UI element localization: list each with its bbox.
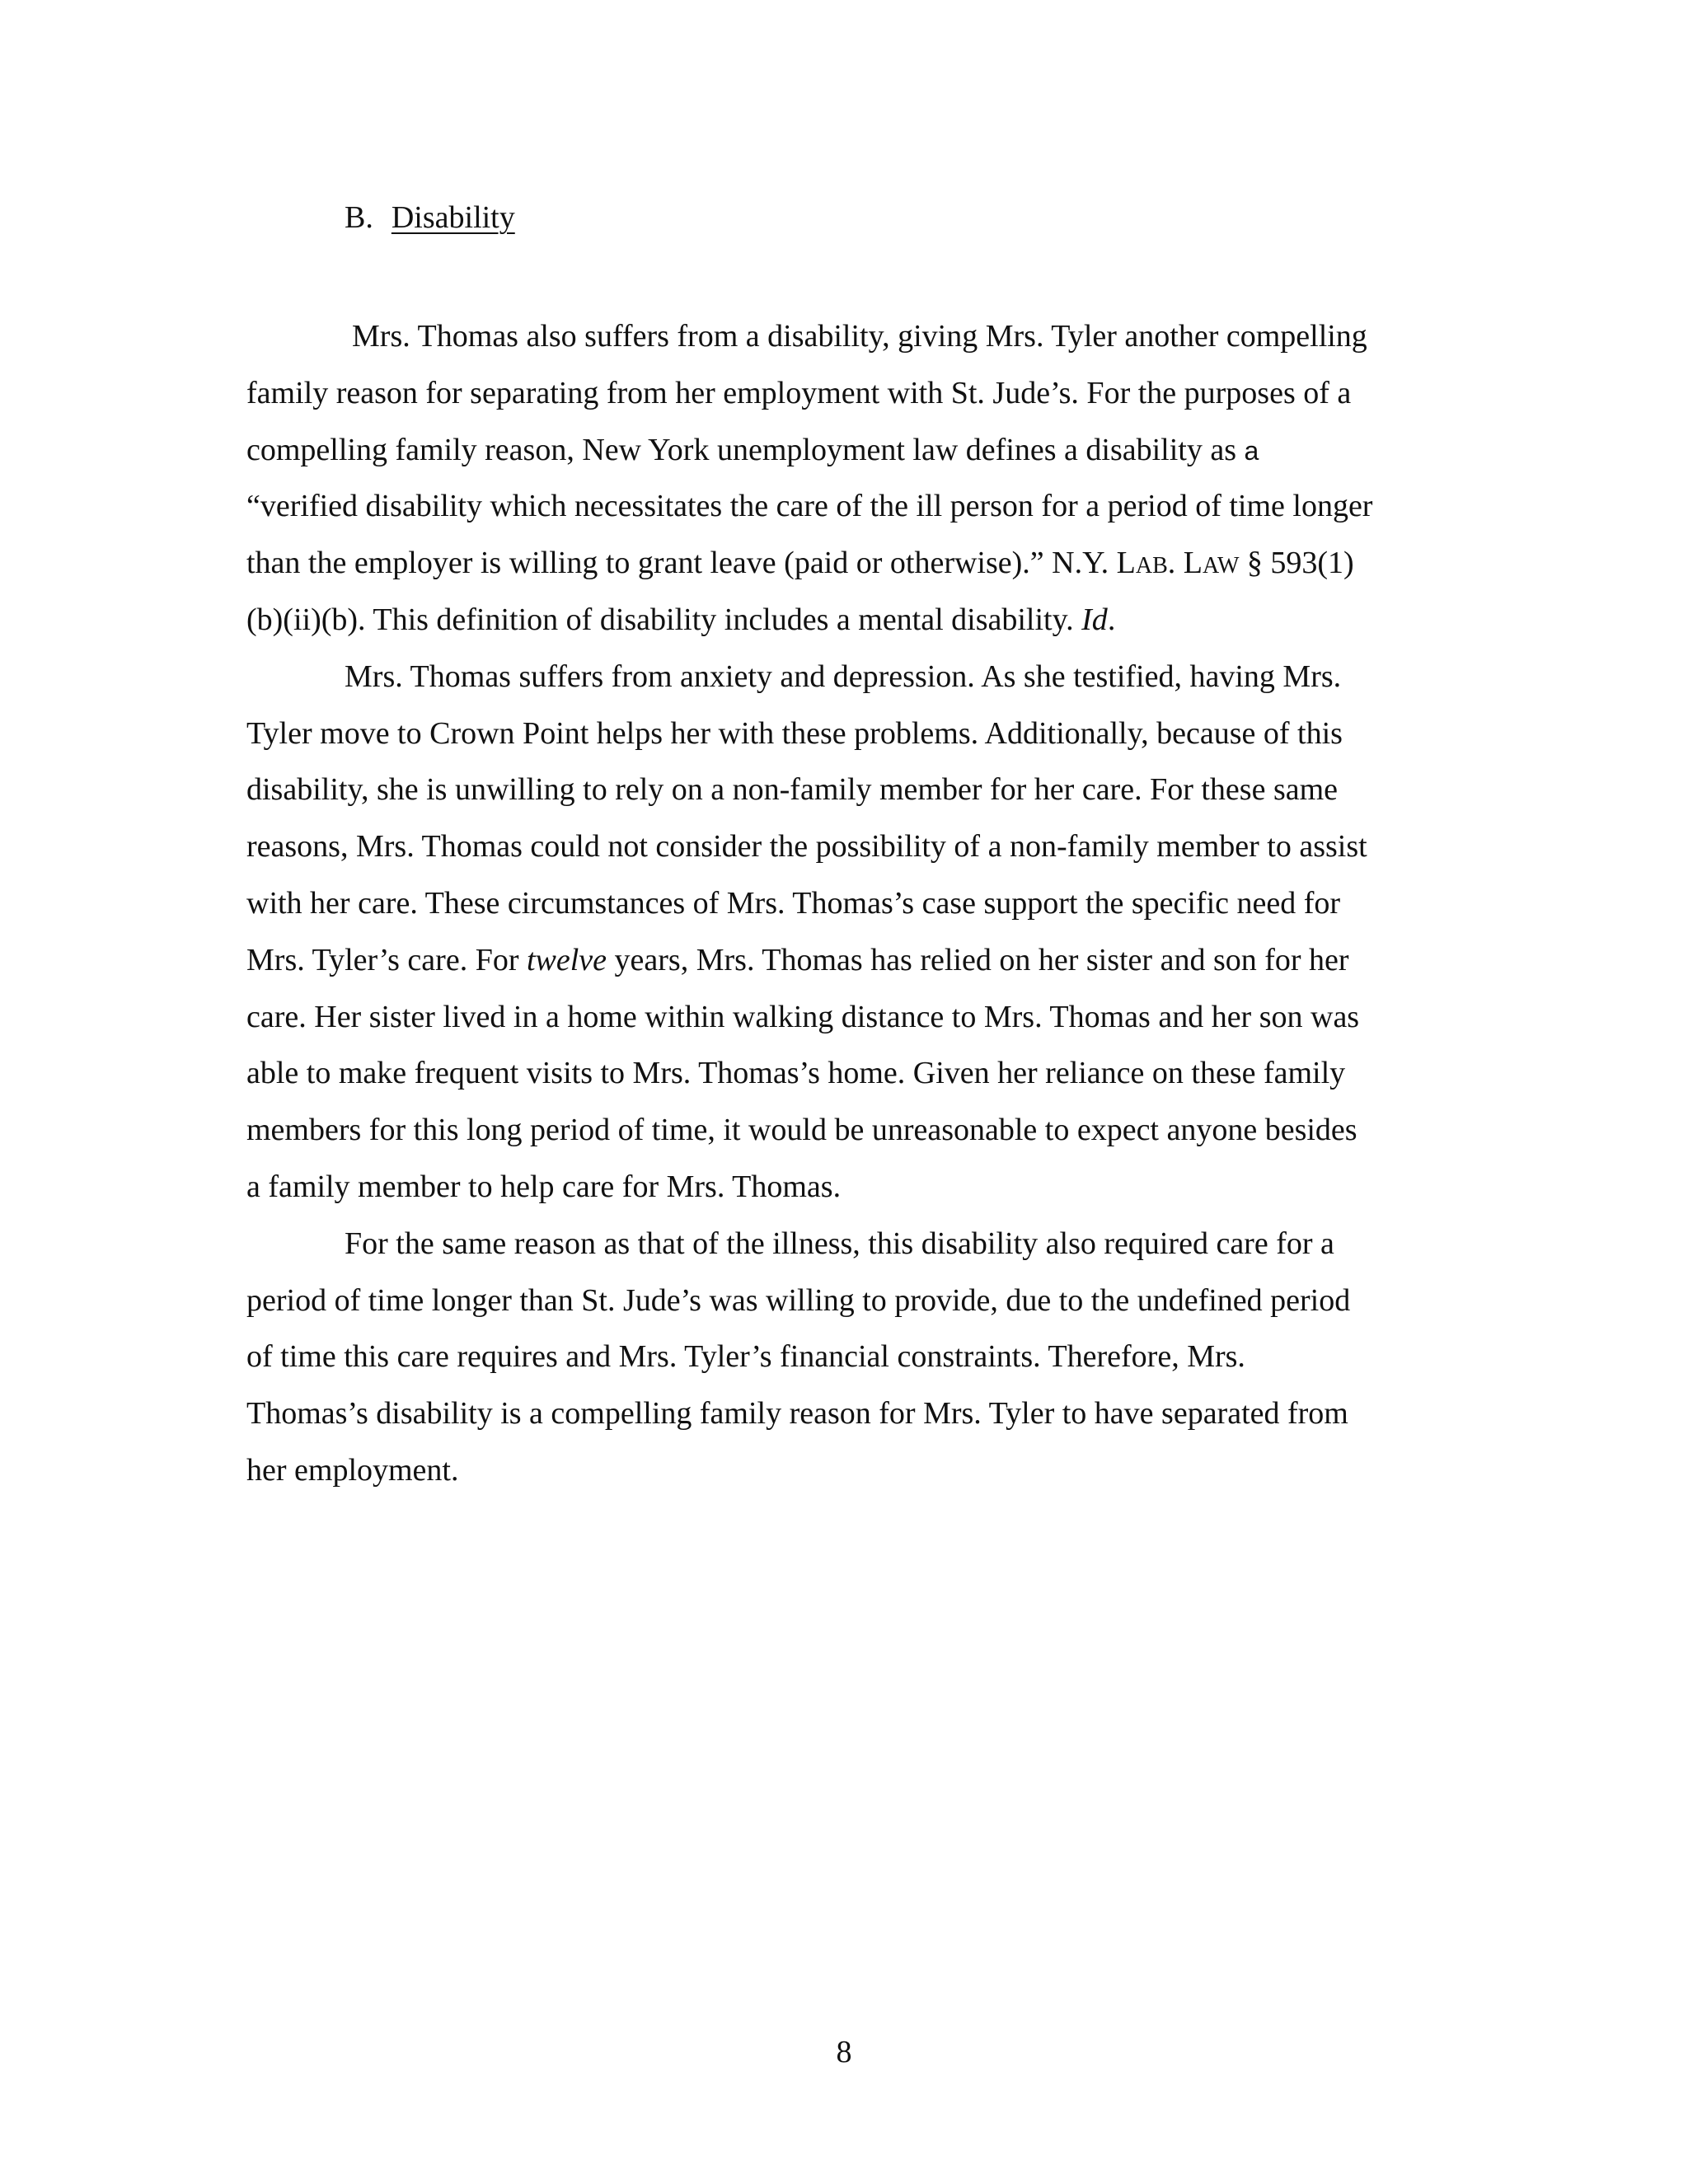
citation-smallcaps: L xyxy=(1183,546,1203,581)
text-line: her employment. xyxy=(246,1452,459,1488)
body-text xyxy=(246,308,1433,1499)
text-run: compelling family reason, New York unemployment law defines a disability as xyxy=(246,432,1245,467)
emphasis: twelve xyxy=(526,942,607,977)
text-line xyxy=(246,422,1433,479)
text-line: Thomas’s disability is a compelling family reason for Mrs. Tyler to have separated from xyxy=(246,1396,1348,1432)
citation-smallcaps: AW xyxy=(1202,553,1240,579)
paragraph-2 xyxy=(246,649,1433,1216)
citation-smallcaps: AB xyxy=(1135,553,1168,579)
citation-id: Id xyxy=(1081,602,1108,637)
text-line: able to make frequent visits to Mrs. Thomas’s home. Given her reliance on these family xyxy=(246,1056,1346,1091)
text-line: Mrs. Thomas also suffers from a disability, giving Mrs. Tyler another compelling xyxy=(352,319,1367,354)
text-line: disability, she is unwilling to rely on a non-family member for her care. For these same xyxy=(246,772,1339,808)
text-run: § 593(1) xyxy=(1239,546,1354,581)
text-line xyxy=(246,535,1433,592)
text-line: For the same reason as that of the illness, this disability also required care for a xyxy=(345,1226,1334,1261)
text-line: family reason for separating from her employment with St. Jude’s. For the purposes of a xyxy=(246,375,1352,410)
page-number: 8 xyxy=(836,2035,852,2069)
text-run: than the employer is willing to grant leave (paid or otherwise).” N.Y. xyxy=(246,546,1117,581)
text-run: (b)(ii)(b). This definition of disability includes a mental disability. xyxy=(246,602,1082,637)
text-run: years, Mrs. Thomas has relied on her sister and son for her xyxy=(607,942,1349,977)
text-line: a family member to help care for Mrs. Thomas. xyxy=(246,1169,842,1204)
text-line: with her care. These circumstances of Mrs. Thomas’s case support the specific need for xyxy=(246,885,1341,921)
citation-smallcaps: L xyxy=(1116,546,1136,581)
text-line: period of time longer than St. Jude’s was willing to provide, due to the undefined period xyxy=(246,1282,1351,1318)
text-line: Tyler move to Crown Point helps her with these problems. Additionally, because of this xyxy=(246,715,1343,751)
text-line: “verified disability which necessitates the care of the ill person for a period of time longer xyxy=(246,489,1373,524)
text-run: Mrs. Tyler’s care. For xyxy=(246,942,527,977)
text-line: members for this long period of time, it would be unreasonable to expect anyone besides xyxy=(246,1113,1357,1148)
text-line: reasons, Mrs. Thomas could not consider the possibility of a non-family member to assist xyxy=(246,829,1367,865)
text-line: of time this care requires and Mrs. Tyler’s financial constraints. Therefore, Mrs. xyxy=(246,1339,1245,1375)
paragraph-3 xyxy=(246,1216,1433,1499)
text-line: Mrs. Thomas suffers from anxiety and depression. As she testified, having Mrs. xyxy=(345,658,1342,694)
section-heading xyxy=(345,194,515,241)
text-line: care. Her sister lived in a home within walking distance to Mrs. Thomas and her son was xyxy=(246,999,1360,1034)
text-run: . xyxy=(1167,546,1184,581)
text-line xyxy=(246,592,1433,649)
section-title: Disability xyxy=(391,200,515,235)
text-run: . xyxy=(1107,602,1116,637)
section-letter: B. xyxy=(345,200,373,235)
text-line xyxy=(246,932,1433,989)
paragraph-1 xyxy=(246,308,1433,649)
text-run: a xyxy=(1244,435,1259,466)
